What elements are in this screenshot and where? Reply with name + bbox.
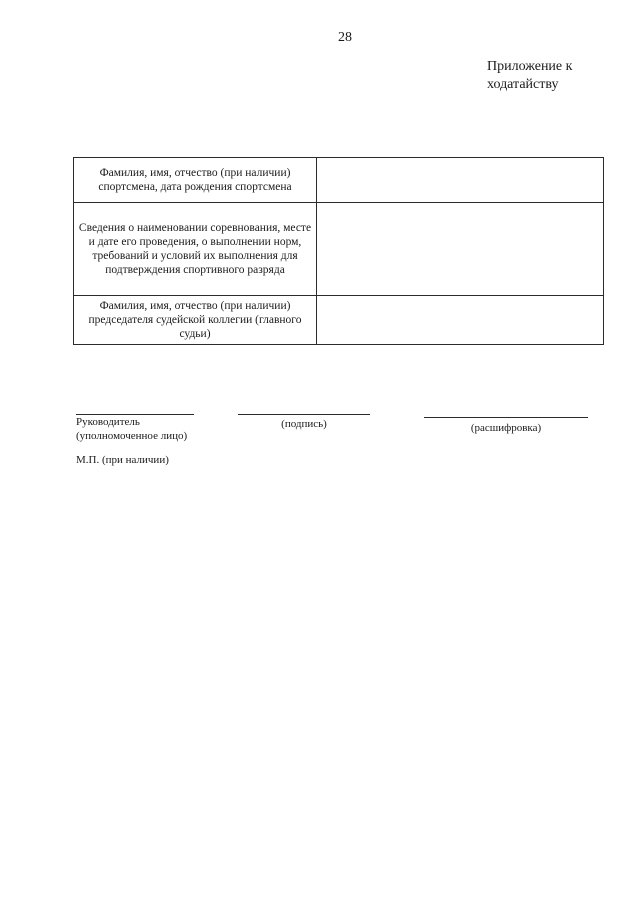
name-decoding-caption: (расшифровка) (470, 422, 542, 434)
page-number: 28 (338, 30, 352, 45)
athlete-info-table (73, 157, 604, 345)
table-row (74, 296, 604, 345)
competition-info-value[interactable] (317, 203, 604, 296)
name-decoding-line[interactable] (424, 417, 588, 418)
head-title-label: Руководитель (76, 416, 140, 428)
appendix-heading-line-1: Приложение к (487, 59, 573, 74)
signature-caption: (подпись) (281, 418, 327, 430)
appendix-heading-line-2: ходатайству (487, 77, 559, 92)
appendix-heading (487, 58, 627, 94)
athlete-name-label: Фамилия, имя, отчество (при наличии) спортсмена, дата рождения спортсмена (74, 158, 317, 203)
table-row (74, 203, 604, 296)
competition-info-label: Сведения о наименовании соревнования, месте и дате его проведения, о выполнении норм, требований и условий их выполнения для подтверждения спортивного разряда (74, 203, 317, 296)
athlete-name-value[interactable] (317, 158, 604, 203)
table-row (74, 158, 604, 203)
chief-judge-label: Фамилия, имя, отчество (при наличии) председателя судейской коллегии (главного судьи) (74, 296, 317, 345)
seal-note: М.П. (при наличии) (76, 454, 169, 466)
signature-line[interactable] (238, 414, 370, 415)
head-title-sublabel: (уполномоченное лицо) (76, 430, 188, 442)
chief-judge-value[interactable] (317, 296, 604, 345)
